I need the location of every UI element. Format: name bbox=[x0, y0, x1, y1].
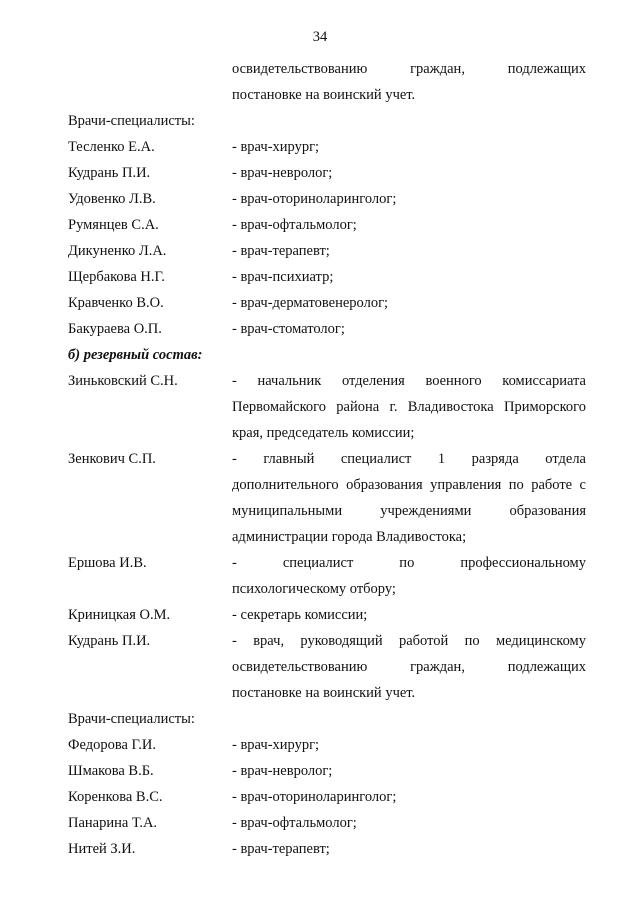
main-doctor-role: - врач-невролог; bbox=[232, 165, 333, 181]
reserve-member-role-line: - специалист по профессиональному bbox=[232, 555, 586, 571]
reserve-member-role-line: края, председатель комиссии; bbox=[232, 425, 415, 441]
reserve-member-role-line: - начальник отделения военного комиссариата bbox=[232, 373, 586, 389]
reserve-member-name: Зенкович С.П. bbox=[68, 451, 156, 467]
reserve-member-name: Зиньковский С.Н. bbox=[68, 373, 178, 389]
reserve-doctor-name: Панарина Т.А. bbox=[68, 815, 158, 831]
reserve-member-role-line: - врач, руководящий работой по медицинскому bbox=[232, 633, 586, 649]
main-doctor-name: Румянцев С.А. bbox=[68, 217, 159, 233]
continuation-line-1: освидетельствованию граждан, подлежащих bbox=[232, 61, 586, 77]
reserve-doctor-role: - врач-терапевт; bbox=[232, 841, 330, 857]
reserve-doctor-role: - врач-невролог; bbox=[232, 763, 333, 779]
reserve-member-name: Криницкая О.М. bbox=[68, 607, 171, 623]
main-doctor-name: Щербакова Н.Г. bbox=[68, 269, 165, 285]
main-doctor-name: Кравченко В.О. bbox=[68, 295, 164, 311]
main-doctor-role: - врач-офтальмолог; bbox=[232, 217, 357, 233]
reserve-doctors-heading: Врачи-специалисты: bbox=[68, 711, 195, 727]
main-doctor-role: - врач-стоматолог; bbox=[232, 321, 345, 337]
reserve-member-role-line: дополнительного образования управления по работе с bbox=[232, 477, 586, 493]
reserve-member-name: Кудрань П.И. bbox=[68, 633, 151, 649]
reserve-doctor-role: - врач-офтальмолог; bbox=[232, 815, 357, 831]
main-doctor-name: Кудрань П.И. bbox=[68, 165, 151, 181]
reserve-doctor-name: Нитей З.И. bbox=[68, 841, 136, 857]
main-doctor-name: Дикуненко Л.А. bbox=[68, 243, 167, 259]
reserve-doctor-name: Федорова Г.И. bbox=[68, 737, 157, 753]
reserve-doctor-name: Коренкова В.С. bbox=[68, 789, 163, 805]
reserve-member-role-line: психологическому отбору; bbox=[232, 581, 396, 597]
page-number: 34 bbox=[312, 29, 328, 45]
reserve-heading: б) резервный состав: bbox=[68, 347, 203, 363]
reserve-doctor-role: - врач-хирург; bbox=[232, 737, 320, 753]
reserve-member-role-line: муниципальными учреждениями образования bbox=[232, 503, 586, 519]
reserve-member-role-line: - секретарь комиссии; bbox=[232, 607, 368, 623]
reserve-member-role-line: освидетельствованию граждан, подлежащих bbox=[232, 659, 586, 675]
main-doctor-role: - врач-терапевт; bbox=[232, 243, 330, 259]
reserve-doctor-name: Шмакова В.Б. bbox=[68, 763, 154, 779]
reserve-member-name: Ершова И.В. bbox=[68, 555, 147, 571]
reserve-doctor-role: - врач-оториноларинголог; bbox=[232, 789, 397, 805]
main-doctor-role: - врач-дерматовенеролог; bbox=[232, 295, 389, 311]
continuation-line-2: постановке на воинский учет. bbox=[232, 87, 416, 103]
main-doctor-role: - врач-хирург; bbox=[232, 139, 320, 155]
main-doctor-name: Бакураева О.П. bbox=[68, 321, 162, 337]
main-doctor-role: - врач-оториноларинголог; bbox=[232, 191, 397, 207]
main-doctor-name: Тесленко Е.А. bbox=[68, 139, 155, 155]
main-doctor-name: Удовенко Л.В. bbox=[68, 191, 156, 207]
reserve-member-role-line: постановке на воинский учет. bbox=[232, 685, 416, 701]
reserve-member-role-line: администрации города Владивостока; bbox=[232, 529, 467, 545]
main-doctors-heading: Врачи-специалисты: bbox=[68, 113, 195, 129]
reserve-member-role-line: - главный специалист 1 разряда отдела bbox=[232, 451, 586, 467]
reserve-member-role-line: Первомайского района г. Владивостока Приморского bbox=[232, 399, 586, 415]
main-doctor-role: - врач-психиатр; bbox=[232, 269, 334, 285]
